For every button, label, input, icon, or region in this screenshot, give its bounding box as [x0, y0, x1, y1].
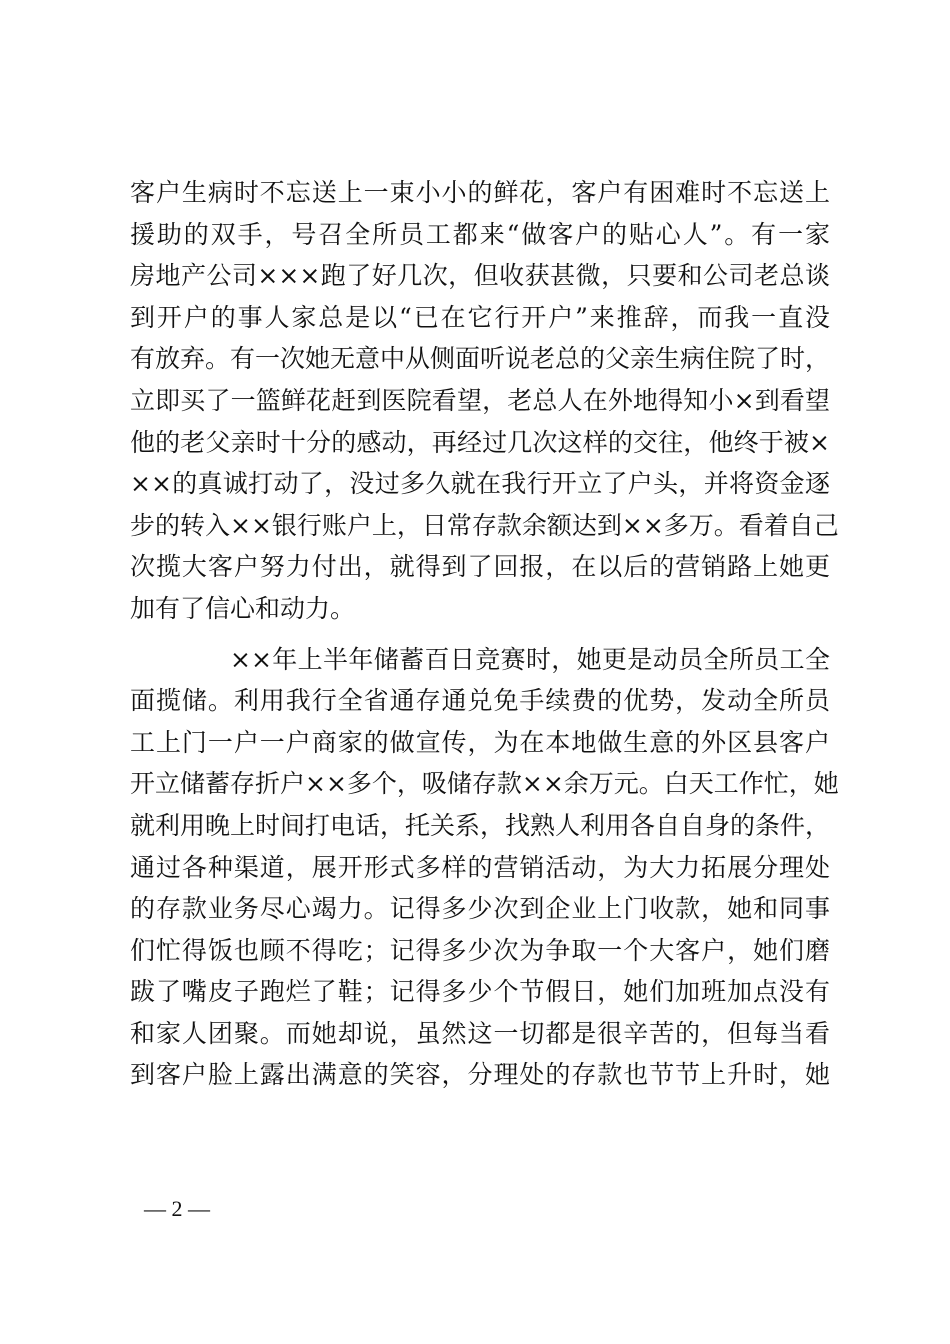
text-line: 立即买了一篮鲜花赶到医院看望，老总人在外地得知小×到看望	[130, 385, 830, 415]
text-line: 有放弃。有一次她无意中从侧面听说老总的父亲生病住院了时，	[130, 344, 831, 374]
body-text	[130, 172, 839, 1096]
text-line: 客户生病时不忘送上一束小小的鲜花，客户有困难时不忘送上	[130, 178, 830, 207]
text-line: 到客户脸上露出满意的笑容，分理处的存款也节节上升时，她	[130, 1060, 830, 1090]
text-line: 次揽大客户努力付出，就得到了回报，在以后的营销路上她更	[130, 552, 830, 582]
text-line: 到开户的事人家总是以“已在它行开户”来推辞，而我一直没	[130, 302, 830, 332]
text-line: 工上门一户一户商家的做宣传，为在本地做生意的外区县客户	[130, 727, 830, 757]
text-line: ××的真诚打动了，没过多久就在我行开立了户头，并将资金逐	[130, 469, 830, 499]
paragraph-2	[130, 639, 839, 1097]
text-line: 们忙得饭也顾不得吃；记得多少次为争取一个大客户，她们磨	[130, 935, 830, 965]
text-line: 的存款业务尽心竭力。记得多少次到企业上门收款，她和同事	[130, 894, 830, 924]
paragraph-1	[130, 172, 839, 630]
text-line: 开立储蓄存折户××多个，吸储存款××余万元。白天工作忙，她	[130, 769, 839, 799]
text-line: 加有了信心和动力。	[130, 593, 356, 623]
text-line: 面揽储。利用我行全省通存通兑免手续费的优势，发动全所员	[130, 686, 830, 716]
text-line: 就利用晚上时间打电话，托关系，找熟人利用各自自身的条件，	[130, 810, 831, 840]
text-line: 和家人团聚。而她却说，虽然这一切都是很辛苦的，但每当看	[130, 1018, 830, 1048]
text-line: 援助的双手，号召全所员工都来“做客户的贴心人”。有一家	[130, 219, 830, 249]
page-number: — 2 —	[144, 1196, 210, 1221]
text-line: 房地产公司×××跑了好几次，但收获甚微，只要和公司老总谈	[130, 261, 830, 291]
text-line: 他的老父亲时十分的感动，再经过几次这样的交往，他终于被×	[130, 427, 830, 457]
text-line: 跋了嘴皮子跑烂了鞋；记得多少个节假日，她们加班加点没有	[130, 977, 830, 1007]
text-line: ××年上半年储蓄百日竞赛时，她更是动员全所员工全	[230, 644, 830, 674]
text-line: 通过各种渠道，展开形式多样的营销活动，为大力拓展分理处	[130, 852, 830, 882]
text-line: 步的转入××银行账户上，日常存款余额达到××多万。看着自己	[130, 510, 839, 540]
paragraph-spacing	[130, 630, 830, 639]
